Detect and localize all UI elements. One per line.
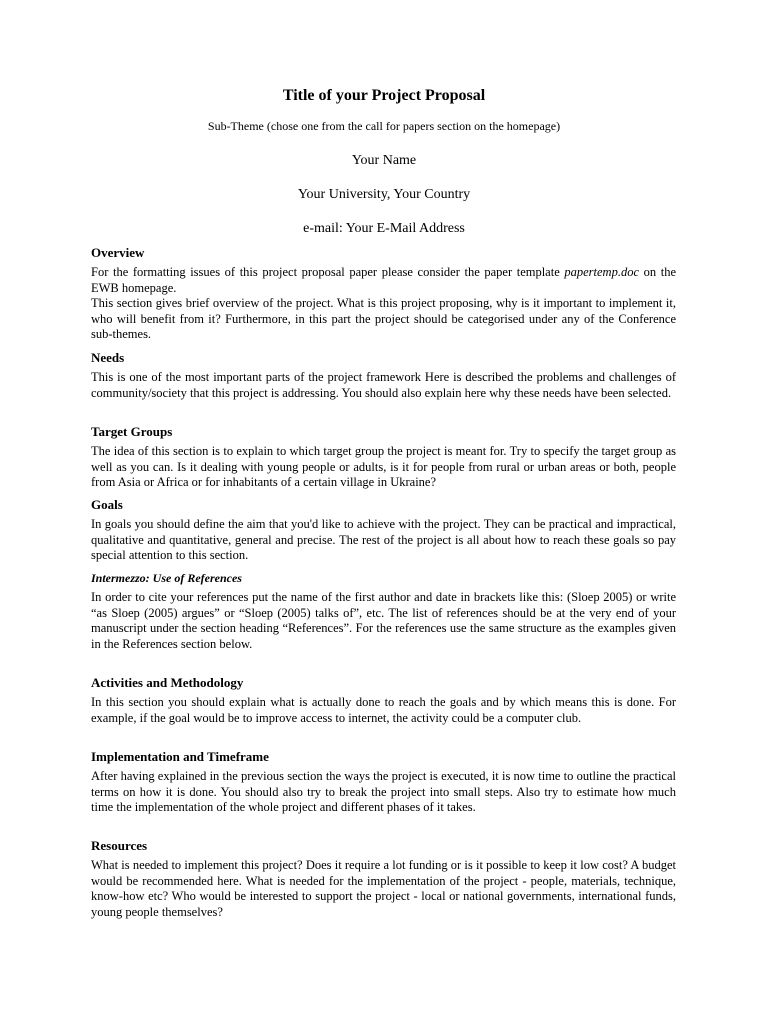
section-text-overview: This section gives brief overview of the project. What is this project proposing, why is it important to implement it, who will benefit from it? Furthermore, in this part the project should be categorised under any of the Conference sub-themes.	[91, 296, 676, 342]
sub-theme: Sub-Theme (chose one from the call for papers section on the homepage)	[207, 119, 561, 133]
author-name: Your Name	[351, 153, 417, 168]
section-heading-implementation: Implementation and Timeframe	[91, 749, 269, 764]
document-title: Title of your Project Proposal	[282, 87, 486, 104]
author-email: e-mail: Your E-Mail Address	[303, 221, 465, 236]
section-heading-goals: Goals	[91, 497, 123, 512]
section-heading-intermezzo: Intermezzo: Use of References	[91, 571, 242, 585]
section-heading-resources: Resources	[91, 838, 148, 853]
section-text-resources: What is needed to implement this project? Does it require a lot funding or is it possible to keep it low cost? A budget would be recommended here. What is needed for the implementation of the project - people, materials, technique, know-how etc? Who would be interested to support the project - local or national governments, international funds, young people themselves?	[91, 858, 676, 919]
template-filename: papertemp.doc	[564, 265, 640, 279]
section-text-target-groups: The idea of this section is to explain to which target group the project is meant for. Try to specify the target group as well as you can. Is it dealing with young people or adults, is it for people from rural or urban areas or both, people from Asia or Africa or for inhabitants of a certain village in Ukraine?	[91, 444, 676, 490]
section-text-overview-formatting	[91, 265, 676, 296]
overview-formatting-lead: For the formatting issues of this project proposal paper please consider the paper template	[91, 265, 560, 279]
section-text-implementation: After having explained in the previous section the ways the project is executed, it is now time to outline the practical terms on how it is done. You should also try to break the project into small steps. Also try to estimate how much time the implementation of the whole project and different phases of it takes.	[91, 769, 676, 815]
overview-formatting-tail: on the EWB homepage.	[91, 265, 676, 295]
author-affiliation: Your University, Your Country	[297, 187, 471, 202]
section-heading-overview: Overview	[91, 245, 145, 260]
section-heading-target-groups: Target Groups	[91, 424, 173, 439]
section-heading-needs: Needs	[91, 350, 125, 365]
section-text-activities: In this section you should explain what is actually done to reach the goals and by which means this is done. For example, if the goal would be to improve access to internet, the activity could be a computer club.	[91, 695, 676, 725]
section-heading-activities: Activities and Methodology	[91, 675, 244, 690]
section-text-goals: In goals you should define the aim that you'd like to achieve with the project. They can be practical and impractical, qualitative and quantitative, general and precise. The rest of the project is all about how to reach these goals so pay special attention to this section.	[91, 517, 676, 563]
section-text-intermezzo: In order to cite your references put the name of the first author and date in brackets like this: (Sloep 2005) or write “as Sloep (2005) argues” or “Sloep (2005) talks of”, etc. The list of references should be at the very end of your manuscript under the section heading “References”. For the references use the same structure as the examples given in the References section below.	[91, 590, 676, 651]
section-text-needs: This is one of the most important parts of the project framework Here is described the problems and challenges of community/society that this project is addressing. You should also explain here why these needs have been selected.	[91, 370, 676, 400]
